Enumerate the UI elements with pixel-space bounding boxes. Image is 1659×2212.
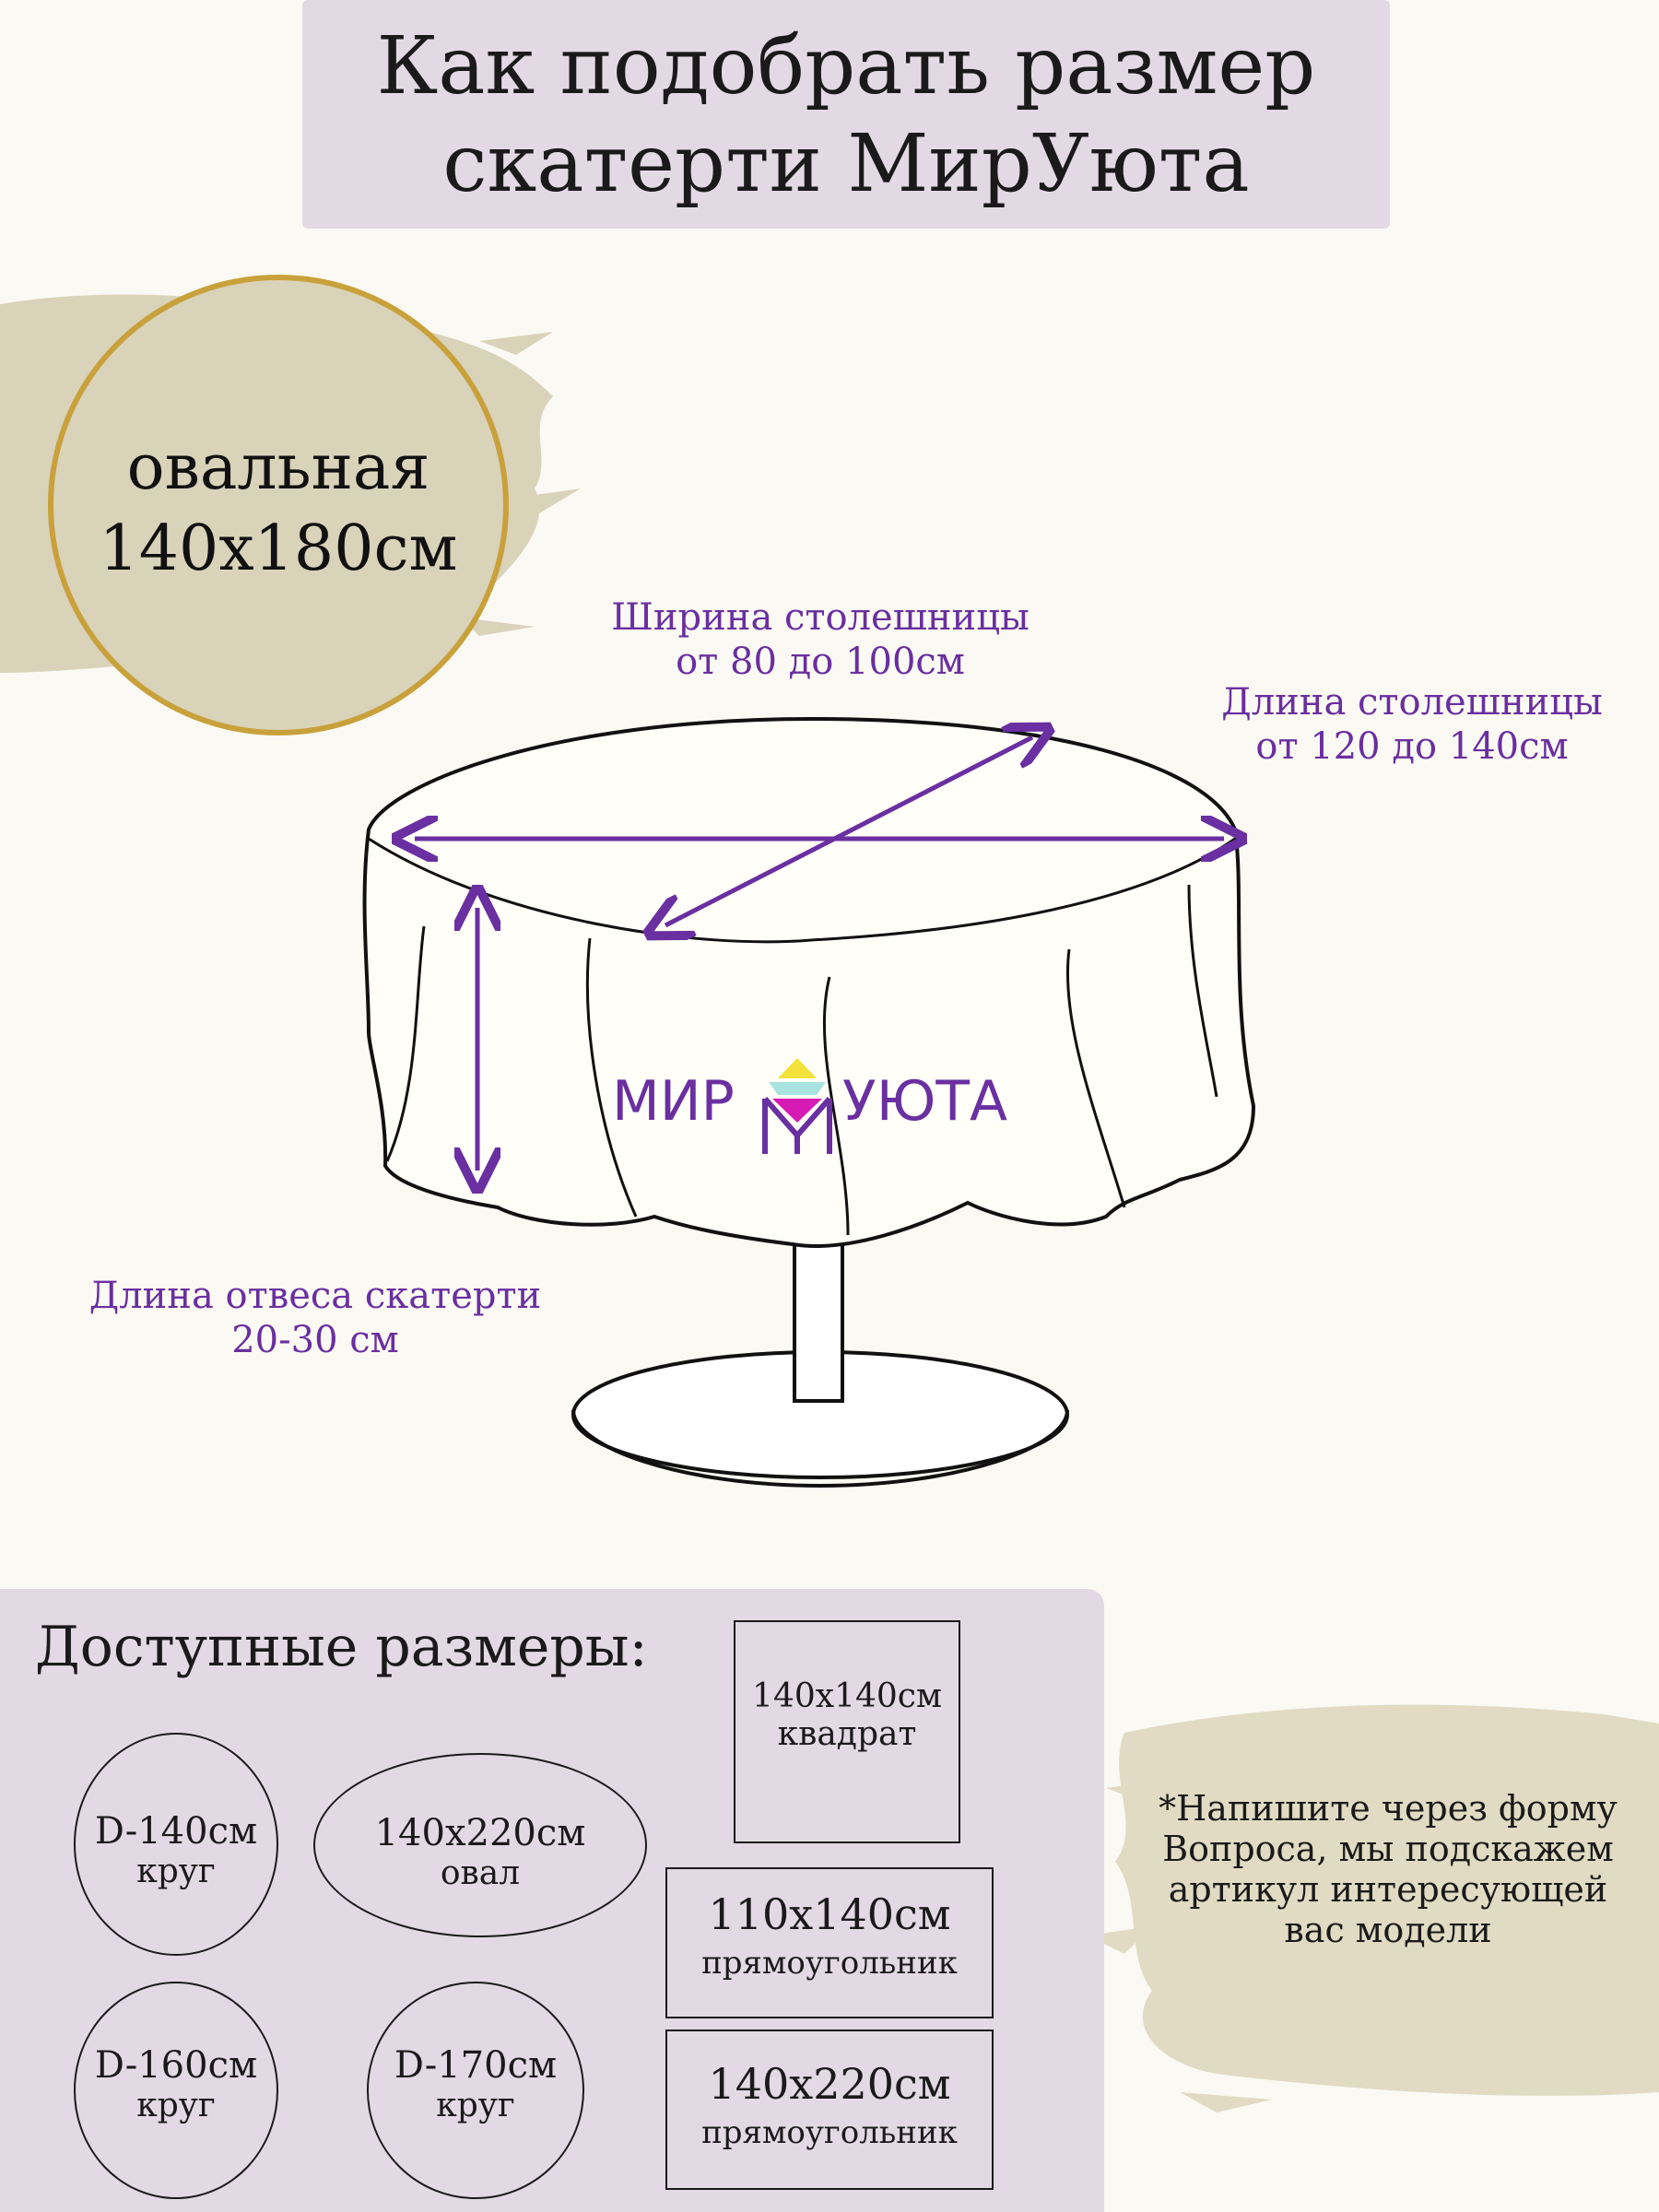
size-oval-140x220 [313,1753,647,1937]
table-leg [794,1235,842,1401]
contact-note [1130,1788,1646,1950]
size-circle-160 [74,1982,278,2199]
available-sizes-heading: Доступные размеры: [35,1615,648,1679]
note-line-2: Вопроса, мы подскажем [1162,1829,1614,1869]
size-kind: прямоугольник [701,2114,958,2151]
note-line-4: вас модели [1284,1910,1492,1950]
size-kind: круг [136,2087,216,2124]
width-label [553,595,1088,684]
length-label-line2: от 120 до 140см [1255,725,1569,768]
logo-text-left: МИР [612,1069,735,1134]
logo-emblem-icon [759,1058,835,1159]
length-label-line1: Длина столешницы [1221,681,1603,724]
size-rect-110x140 [665,1867,994,2018]
size-badge [48,275,509,735]
tablecloth [365,719,1253,1246]
size-kind: прямоугольник [701,1945,958,1982]
size-square-140x140 [734,1620,960,1843]
size-rect-140x220 [665,2030,994,2190]
title-banner [302,0,1390,229]
size-value: 140х220см [374,1812,586,1854]
size-value: 140х140см [752,1677,942,1715]
badge-shape-label: овальная [126,431,430,504]
size-circle-170 [367,1982,584,2199]
size-value: D-160см [94,2044,258,2087]
note-line-1: *Напишите через форму [1159,1788,1618,1829]
title-line-1: Как подобрать размер [376,20,1316,112]
title-line-2: скатерти МирУюта [442,118,1250,210]
size-kind: овал [440,1854,521,1892]
size-circle-140 [74,1733,278,1956]
size-kind: круг [136,1853,216,1890]
size-value: 140х220см [708,2059,951,2109]
size-kind: квадрат [777,1715,917,1753]
size-kind: круг [436,2087,515,2124]
badge-size-label: 140х180см [99,512,458,585]
width-label-line1: Ширина столешницы [611,596,1030,639]
brand-logo [612,1051,1054,1161]
width-label-line2: от 80 до 100см [676,641,965,683]
drop-label-line2: 20-30 см [231,1319,399,1361]
logo-text-right: УЮТА [842,1069,1008,1134]
size-value: D-170см [394,2044,558,2087]
note-line-3: артикул интересующей [1168,1869,1608,1910]
size-value: 110х140см [708,1889,951,1939]
size-value: D-140см [94,1810,258,1853]
drop-label-line1: Длина отвеса скатерти [88,1275,542,1317]
